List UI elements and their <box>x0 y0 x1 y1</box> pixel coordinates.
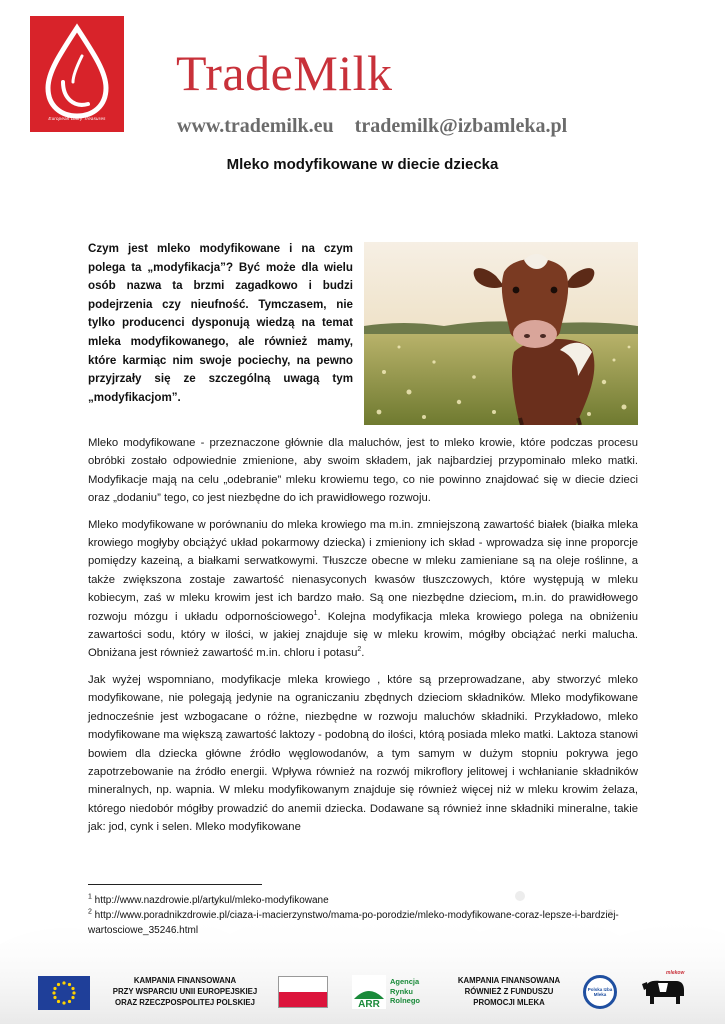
cow-photo <box>364 242 638 425</box>
arr-logo <box>352 975 440 1009</box>
cow-logo-icon <box>638 970 688 1012</box>
arr-abbr: ARR <box>358 999 380 1009</box>
eu-flag-icon <box>38 976 90 1010</box>
paragraph-1: Mleko modyfikowane - przeznaczone głównie dla maluchów, jest to mleko krowie, które podczas procesu obróbki zostało odpowiednie zmienione, aby swoim składem, jak najbardziej przypominało mleko matki. Modyfikacje mają na celu „odebranie” mleku krowiemu tego, co nie powinno znajdować się w diecie dzieci oraz „dodaniu” tego, co jest niezbędne do ich prawidłowego rozwoju. <box>88 437 638 505</box>
article-body <box>88 434 638 845</box>
footnote-1-url[interactable]: http://www.nazdrowie.pl/artykul/mleko-modyfikowane <box>91 895 329 906</box>
footnote-1: $^1$ http://www.nazdrowie.pl/artykul/mleko-modyfikowane <box>88 893 329 906</box>
footnote-ref-1[interactable]: 1 <box>313 609 318 617</box>
paragraph-2: Mleko modyfikowane w porównaniu do mleka krowiego ma m.in. zmniejszoną zawartość białek (białka mleka krowiego mogłyby obciążyć układ pokarmowy dziecka) i zmieniony ich skład - wprowadza się inne proporcje pomiędzy kazeiną, a białkami serwatkowymi. Tłuszcze obecne w mleku zamieniane są na oleje roślinne, a także zwiększona zostaje zawartość nienasyconych kwasów tłuszczowych, które występują w mleku kobiecym, zaś w mleku krowim jest ich bardzo mało. Są one niezbędne dzieciom, m.in. do prawidłowego rozwoju mózgu i układu odpornościowego$^1$. Kolejna modyfikacja mleka krowiego polega na obniżeniu zawartości sodu, który w ilości, w jakiej znajduje się w mleku krowim, mógłby obciążać nerki malucha. Obniżana jest również zawartość m.in. chloru i potasu$^2$. <box>88 518 638 660</box>
milk-drop-icon <box>30 16 124 132</box>
website-link[interactable]: www.trademilk.eu <box>177 115 334 137</box>
poland-flag-icon <box>278 976 328 1008</box>
footnote-2: $^2$ http://www.poradnikzdrowie.pl/ciaza-i-macierzynstwo/mama-po-porodzie/mleko-modyfikowane-coraz-lepsze-i-bardziej-wartosciowe_35246.html <box>88 908 619 936</box>
arr-name: Agencja Rynku Rolnego <box>390 977 420 1005</box>
trademilk-logo <box>30 16 124 132</box>
footnote-ref-2[interactable]: 2 <box>357 646 362 654</box>
dairy-chamber-logo: Polska Izba Mleka <box>583 975 617 1009</box>
article-intro: Czym jest mleko modyfikowane i na czym polega ta „modyfikacja”? Być może dla wielu osób nazwa ta brzmi zagadkowo i budzi podejrzenia czy nieufność. Tymczasem, nie tylko producenci dysponują wiedzą na temat mleka modyfikowanego, ale również mamy, które karmiąc nim swoje pociechy, na pewno przyjrzały się ze szczególną uwagą tym „modyfikacjom”. <box>88 242 353 404</box>
footer-sponsors <box>30 968 695 1016</box>
footnote-separator <box>88 884 262 885</box>
article-title: Mleko modyfikowane w diecie dziecka <box>226 156 499 173</box>
fund-campaign-text: KAMPANIA FINANSOWANA RÓWNIEŻ Z FUNDUSZU PROMOCJI MLEKA <box>457 976 561 1007</box>
footnotes <box>88 893 628 938</box>
contact-line <box>177 115 583 138</box>
paragraph-3: Jak wyżej wspomniano, modyfikacje mleka krowiego , które są przeprowadzane, aby stworzyć mleko modyfikowane, nie polegają jedynie na ograniczaniu zbędnych dzieciom składników. Mleko modyfikowane jednocześnie jest wzbogacane o różne, niezbędne w rozwoju maluchów składniki. Przykładowo, mleko modyfikowane ma większą zawartość laktozy - podobną do ilości, którą posiada mleko matki. Laktoza stanowi bowiem dla dziecka główne źródło węglowodanów, a tym samym w dużym stopniu pokrywa jego zapotrzebowanie na źródło energii. Wpływa również na rozwój mikroflory jelitowej i wchłanianie składników mineralnych, np. wapnia. W mleku modyfikowanym znajduje się również więcej niż w mleku krowim żelaza, którego niedobór mógłby prowadzić do anemii dziecka. Dodawane są również inne składniki mineralne, takie jak: jod, cynk i selen. Mleko modyfikowane <box>88 673 638 834</box>
logo-tagline: European Dairy Treasures <box>48 116 106 121</box>
cow-logo-text: mlekow <box>666 970 685 976</box>
email-link[interactable]: trademilk@izbamleka.pl <box>354 115 568 137</box>
eu-campaign-text: KAMPANIA FINANSOWANA PRZY WSPARCIU UNII EUROPEJSKIEJ ORAZ RZECZPOSPOLITEJ POLSKIEJ <box>112 976 258 1007</box>
footnote-2-url[interactable]: http://www.poradnikzdrowie.pl/ciaza-i-macierzynstwo/mama-po-porodzie/mleko-modyfikowane-coraz-lepsze-i-bardziej-wartosciowe_35246.html <box>88 910 619 936</box>
brand-name: TradeMilk <box>176 45 393 101</box>
